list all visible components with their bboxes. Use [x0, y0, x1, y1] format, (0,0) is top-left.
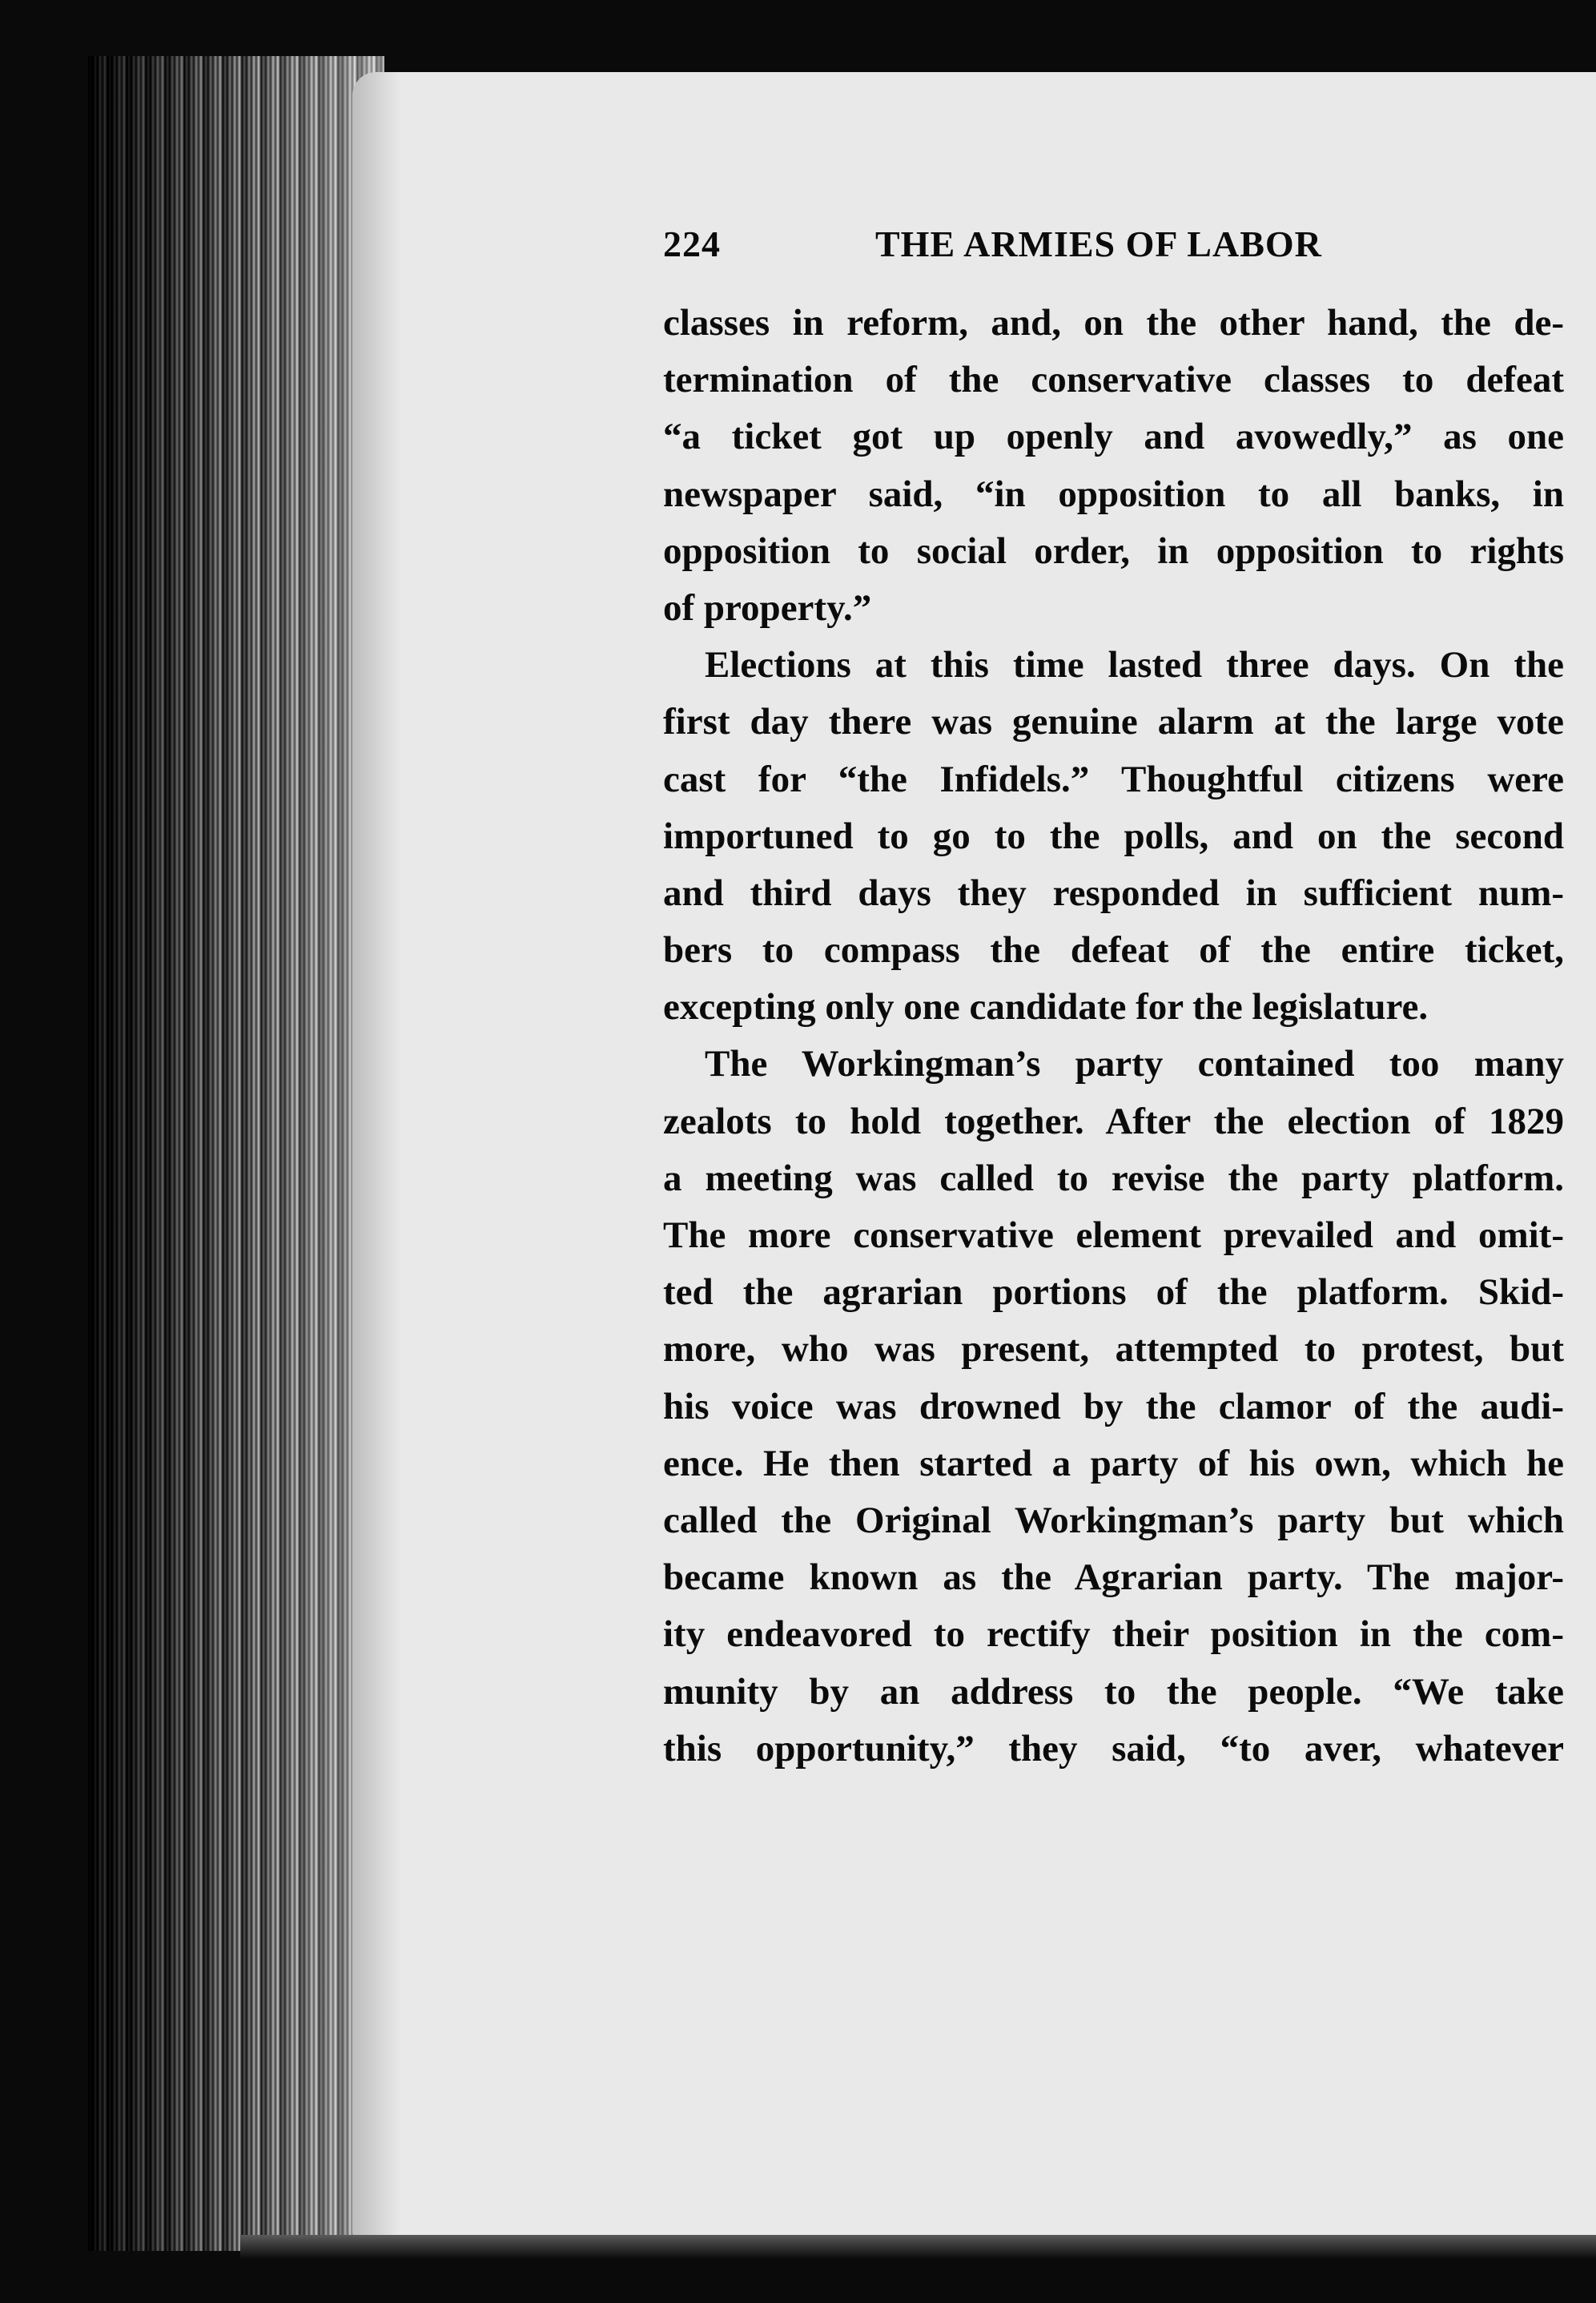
text-line: became known as the Agrarian party. The major-	[663, 1556, 1564, 1599]
text-line: ity endeavored to rectify their position in the com-	[663, 1613, 1564, 1656]
text-line: newspaper said, “in opposition to all banks, in	[663, 473, 1564, 515]
text-line: opposition to social order, in opposition to rights	[663, 529, 1564, 572]
text-line: this opportunity,” they said, “to aver, whatever	[663, 1727, 1564, 1770]
text-line: Elections at this time lasted three days. On the	[705, 644, 1564, 686]
running-head: THE ARMIES OF LABOR	[875, 223, 1322, 264]
text-line: a meeting was called to revise the party platform.	[663, 1157, 1564, 1199]
text-line: “a ticket got up openly and avowedly,” as one	[663, 416, 1564, 458]
book-page-edges	[88, 56, 384, 2251]
text-line: called the Original Workingman’s party but which	[663, 1499, 1564, 1541]
text-line: classes in reform, and, on the other hand, the de-	[663, 302, 1564, 344]
text-line: his voice was drowned by the clamor of the audi-	[663, 1385, 1564, 1427]
text-line: termination of the conservative classes to defeat	[663, 359, 1564, 401]
text-line: and third days they responded in sufficient num-	[663, 872, 1564, 914]
text-line: more, who was present, attempted to protest, but	[663, 1328, 1564, 1371]
text-line: zealots to hold together. After the election of 1829	[663, 1100, 1564, 1142]
text-line: ence. He then started a party of his own, which he	[663, 1442, 1564, 1484]
text-line: excepting only one candidate for the legislature.	[663, 986, 1429, 1029]
page-header	[663, 223, 1586, 271]
text-line: importuned to go to the polls, and on the second	[663, 815, 1564, 857]
text-line: ted the agrarian portions of the platform. Skid-	[663, 1271, 1564, 1314]
text-line: first day there was genuine alarm at the large vote	[663, 701, 1564, 743]
text-line: bers to compass the defeat of the entire ticket,	[663, 929, 1564, 972]
paragraph-3	[663, 1036, 1564, 1777]
text-line: munity by an address to the people. “We take	[663, 1670, 1564, 1713]
paragraph-2	[663, 637, 1564, 1036]
body-text	[663, 295, 1564, 1778]
text-line: of property.”	[663, 586, 872, 629]
paragraph-1	[663, 295, 1564, 637]
text-line: The Workingman’s party contained too many	[705, 1043, 1564, 1085]
text-line: The more conservative element prevailed and omit-	[663, 1214, 1564, 1256]
page-number: 224	[663, 223, 721, 264]
page-bottom-shadow	[240, 2235, 1596, 2259]
text-line: cast for “the Infidels.” Thoughtful citizens were	[663, 758, 1564, 800]
